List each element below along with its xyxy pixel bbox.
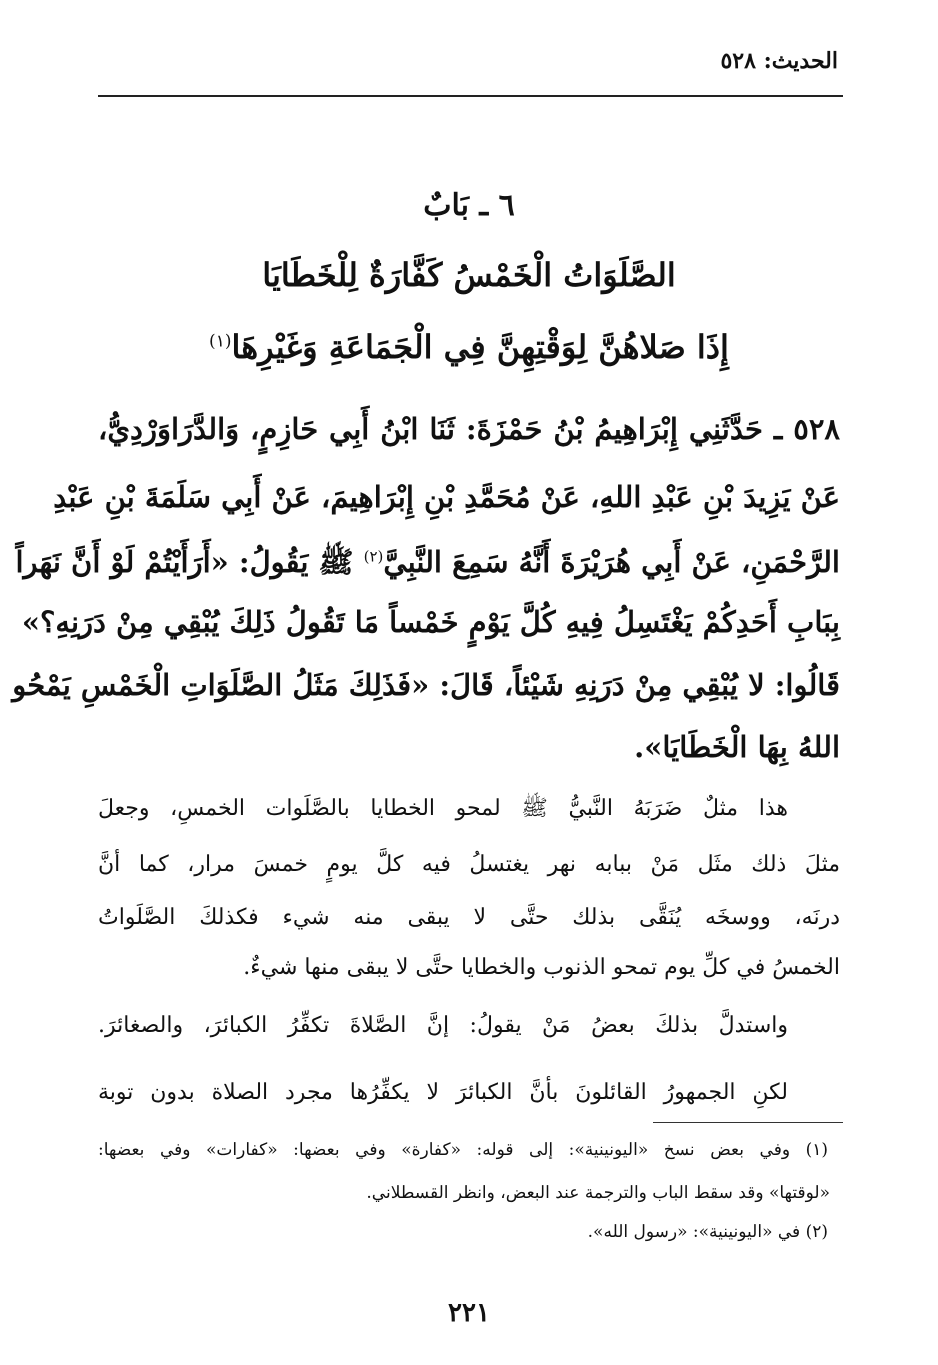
chapter-title-line-1: الصَّلَوَاتُ الْخَمْسُ كَفَّارَةٌ لِلْخَطَايَا [262,256,676,294]
hadith-line-5: قَالُوا: لا يُبْقِي مِنْ دَرَنِهِ شَيْئاً، قَالَ: «فَذَلِكَ مَثَلُ الصَّلَوَاتِ الْخَمْسِ يَمْحُو [12,668,840,702]
footnote-1-line-1: (١) وفي بعض نسخ «اليونينية»: إلى قوله: «كفارة» وفي بعضها: «كفارات» وفي بعضها: [98,1140,828,1160]
chapter-title-line-2 [0,328,938,366]
footnote-2: (٢) في «اليونينية»: «رسول الله». [587,1222,828,1242]
header-rule [98,95,843,97]
chapter-heading: ٦ ـ بَابٌ [423,188,515,223]
commentary-line-4: الخمسُ في كلِّ يوم تمحو الذنوب والخطايا حتَّى لا يبقى منها شيءٌ. [243,955,840,980]
hadith-line-6: اللهُ بِهَا الْخَطَايَا». [634,730,840,764]
commentary-line-6: لكنِ الجمهورُ القائلونَ بأنَّ الكبائرَ لا يكفِّرُها مجرد الصلاة بدون توبة [98,1080,788,1105]
footnote-1-line-2: «لوقتها» وقد سقط الباب والترجمة عند البعض، وانظر القسطلاني. [366,1183,830,1203]
page-number: ٢٢١ [448,1298,490,1328]
footnote-rule [653,1122,843,1123]
hadith-line-2: عَنْ يَزِيدَ بْنِ عَبْدِ اللهِ، عَنْ مُحَمَّدِ بْنِ إِبْرَاهِيمَ، عَنْ أَبِي سَلَمَةَ بْنِ عَبْدِ [53,480,840,514]
commentary-line-3: درنَه، ووسخَه يُنَقَّى بذلك حتَّى لا يبقى منه شيء فكذلكَ الصَّلَواتُ [98,905,840,930]
footnote-ref-2[interactable]: (٢) [363,547,384,566]
hadith-line-3 [15,545,840,587]
commentary-line-5: واستدلَّ بذلكَ بعضُ مَنْ يقولُ: إنَّ الصَّلاةَ تكفِّرُ الكبائرَ، والصغائرَ. [98,1013,788,1038]
hadith-line-4: بِبَابِ أَحَدِكُمْ يَغْتَسِلُ فِيهِ كُلَّ يَوْمٍ خَمْساً مَا تَقُولُ ذَلِكَ يُبْقِي مِنْ دَرَنِهِ؟» [21,605,840,639]
hadith-line-1: ٥٢٨ ـ حَدَّثَنِي إِبْرَاهِيمُ بْنُ حَمْزَةَ: ثَنَا ابْنُ أَبِي حَازِمٍ، وَالدَّرَاوَرْدِيُّ، [98,412,840,446]
commentary-line-2: مثلَ ذلك مثَل مَنْ ببابه نهر يغتسلُ فيه كلَّ يومٍ خمسَ مرار، كما أنَّ [98,852,840,877]
footnote-ref-1[interactable]: (١) [209,331,232,352]
commentary-line-1: هذا مثلٌ ضَرَبَهُ النَّبيُّ ﷺ لمحو الخطايا بالصَّلَوات الخمسِ، وجعلَ [98,796,788,821]
running-head: الحديث: ٥٢٨ [720,48,838,74]
chapter-title-line-2-text: إِذَا صَلاهُنَّ لِوَقْتِهِنَّ فِي الْجَمَاعَةِ وَغَيْرِهَا [231,328,729,366]
hadith-line-3-part-2: ﷺ يَقُولُ: «أَرَأَيْتُمْ لَوْ أَنَّ نَهَراً [15,545,354,579]
hadith-line-3-part-1: الرَّحْمَنِ، عَنْ أَبِي هُرَيْرَةَ أَنَّهُ سَمِعَ النَّبِيَّ [383,545,840,579]
